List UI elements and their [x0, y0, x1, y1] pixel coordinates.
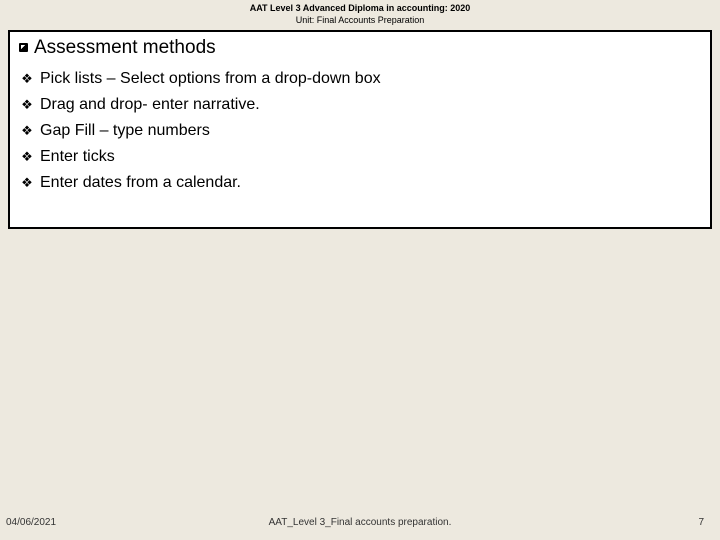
assessment-methods-list — [19, 66, 381, 196]
header-title: AAT Level 3 Advanced Diploma in accounting: 2020 — [249, 3, 471, 13]
page-number: 7 — [698, 517, 704, 528]
list-item — [19, 170, 381, 196]
list-item — [19, 66, 381, 92]
diamond-bullet-icon: ❖ — [21, 149, 33, 164]
square-bullet-icon — [19, 43, 28, 52]
section-heading-text: Assessment methods — [34, 37, 216, 58]
footer-title: AAT_Level 3_Final accounts preparation. — [268, 517, 452, 528]
list-item — [19, 92, 381, 118]
diamond-bullet-icon: ❖ — [21, 97, 33, 112]
list-item-text: Drag and drop- enter narrative. — [40, 96, 260, 113]
list-item-text: Enter ticks — [40, 148, 115, 165]
section-heading — [19, 37, 216, 59]
diamond-bullet-icon: ❖ — [21, 71, 33, 86]
list-item — [19, 118, 381, 144]
diamond-bullet-icon: ❖ — [21, 175, 33, 190]
diamond-bullet-icon: ❖ — [21, 123, 33, 138]
list-item-text: Gap Fill – type numbers — [40, 122, 210, 139]
list-item-text: Enter dates from a calendar. — [40, 174, 241, 191]
header-subtitle: Unit: Final Accounts Preparation — [295, 15, 425, 25]
list-item-text: Pick lists – Select options from a drop-down box — [40, 70, 381, 87]
slide-header — [0, 2, 720, 26]
content-box — [8, 30, 712, 229]
footer-date: 04/06/2021 — [6, 517, 57, 528]
list-item — [19, 144, 381, 170]
